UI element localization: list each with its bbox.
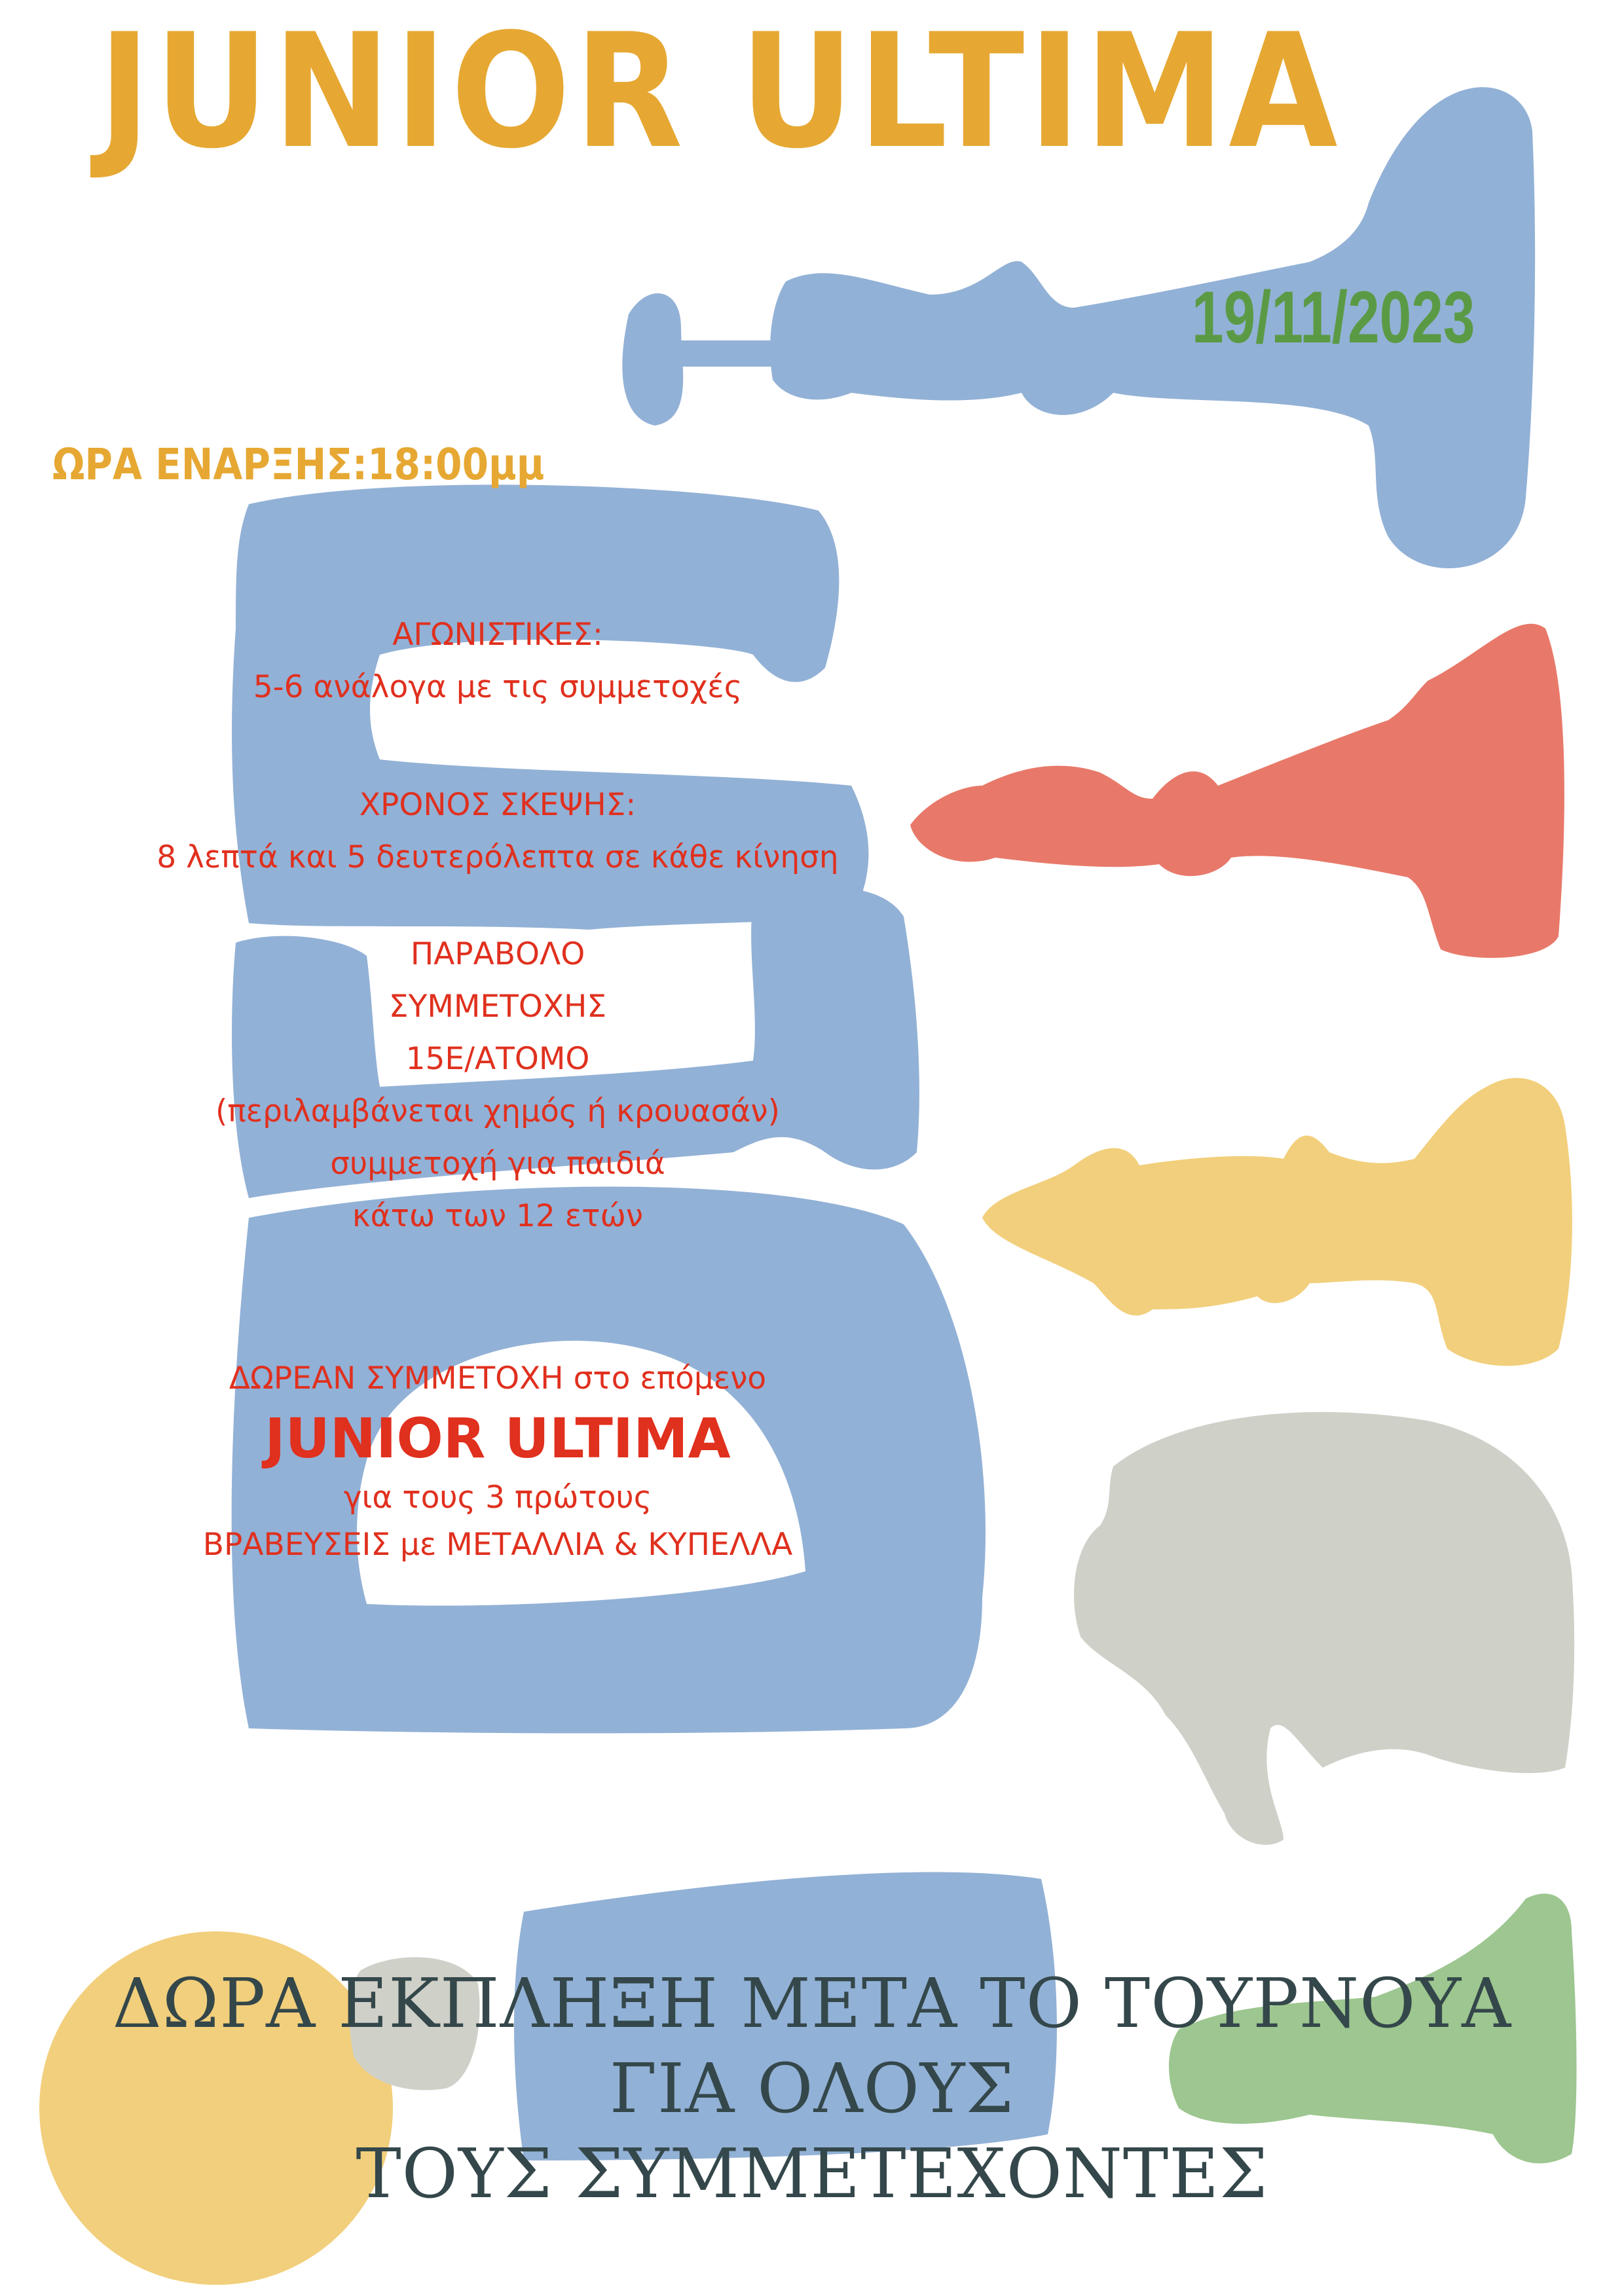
yellow-pawn-piece bbox=[982, 1078, 1572, 1366]
time-control-label: ΧΡΟΝΟΣ ΣΚΕΨΗΣ: bbox=[359, 787, 637, 823]
footer-line-1: ΔΩΡΑ ΕΚΠΛΗΞΗ ΜΕΤΑ ΤΟ ΤΟΥΡΝΟΥΑ bbox=[112, 1963, 1512, 2043]
fee-line-3: 15Ε/ΑΤΟΜΟ bbox=[405, 1041, 590, 1077]
rounds-value: 5-6 ανάλογα με τις συμμετοχές bbox=[253, 669, 743, 705]
red-bishop-piece bbox=[910, 624, 1564, 958]
fee-line-6: κάτω των 12 ετών bbox=[352, 1198, 644, 1234]
time-control-info bbox=[52, 779, 943, 884]
prize-line-3: για τους 3 πρώτους bbox=[343, 1480, 652, 1516]
event-date: 19/11/2023 bbox=[1192, 276, 1475, 358]
rounds-info bbox=[52, 609, 943, 714]
fee-line-4: (περιλαμβάνεται χημός ή κρουασάν) bbox=[215, 1093, 780, 1129]
prize-line-2: JUNIOR ULTIMA bbox=[265, 1406, 731, 1470]
fee-line-2: ΣΥΜΜΕΤΟΧΗΣ bbox=[388, 989, 607, 1025]
footer-line-3: ΤΟΥΣ ΣΥΜΜΕΤΕΧΟΝΤΕΣ bbox=[356, 2134, 1268, 2214]
time-control-value: 8 λεπτά και 5 δευτερόλεπτα σε κάθε κίνηση bbox=[157, 839, 839, 875]
rounds-label: ΑΓΩΝΙΣΤΙΚΕΣ: bbox=[392, 617, 603, 653]
prize-info bbox=[52, 1355, 943, 1569]
start-time: ΩΡΑ ΕΝΑΡΞΗΣ:18:00μμ bbox=[52, 439, 545, 490]
prize-line-1: ΔΩΡΕΑΝ ΣΥΜΜΕΤΟΧΗ στο επόμενο bbox=[229, 1360, 767, 1396]
poster-title: JUNIOR ULTIMA bbox=[98, 0, 1342, 183]
entry-fee-info bbox=[52, 928, 943, 1243]
fee-line-1: ΠΑΡΑΒΟΛΟ bbox=[410, 936, 585, 972]
prize-line-4: ΒΡΑΒΕΥΣΕΙΣ με ΜΕΤΑΛΛΙΑ & ΚΥΠΕΛΛΑ bbox=[202, 1527, 793, 1563]
footer-line-2: ΓΙΑ ΟΛΟΥΣ bbox=[609, 2049, 1015, 2128]
grey-knight-piece bbox=[1074, 1412, 1574, 1845]
fee-line-5: συμμετοχή για παιδιά bbox=[330, 1146, 665, 1182]
